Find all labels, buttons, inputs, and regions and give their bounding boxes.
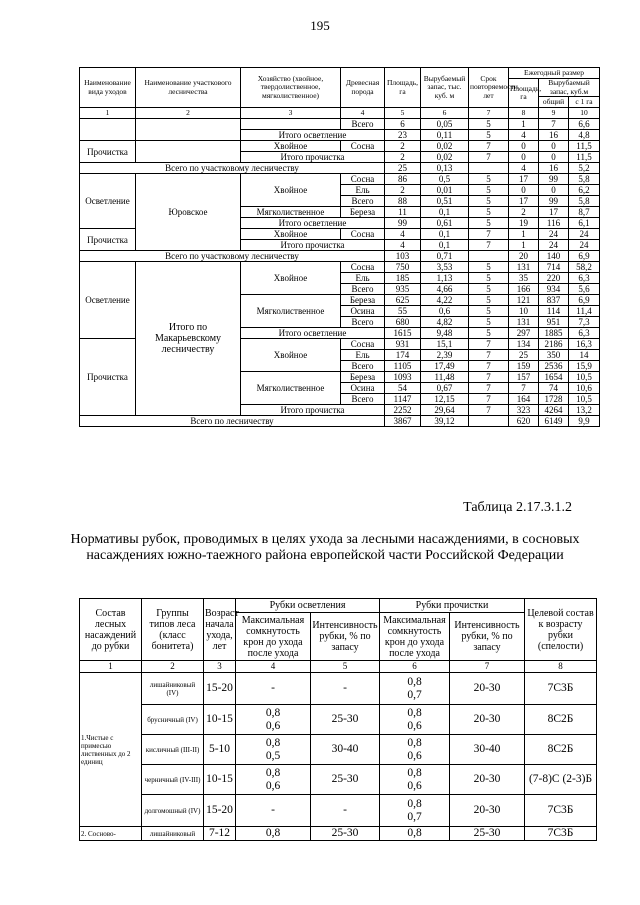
- data-cell: 13,2: [569, 405, 600, 416]
- data-cell: 16: [539, 130, 569, 141]
- data-cell: 3867: [385, 416, 421, 427]
- label-cell: Итого осветление: [241, 130, 385, 141]
- label-cell: Итого прочистка: [241, 152, 385, 163]
- data-cell: 24: [569, 229, 600, 240]
- data-cell: 159: [509, 361, 539, 372]
- col-number: 10: [569, 108, 600, 119]
- table-row: [80, 119, 600, 130]
- data-cell: 0,11: [421, 130, 469, 141]
- data-cell: 8,7: [569, 207, 600, 218]
- data-cell: 17: [539, 207, 569, 218]
- data-cell: 4: [509, 163, 539, 174]
- data-cell: 2: [385, 185, 421, 196]
- data-cell: 4: [509, 130, 539, 141]
- data-cell: 24: [569, 240, 600, 251]
- data-cell: 99: [385, 218, 421, 229]
- data-cell: 10,6: [569, 383, 600, 394]
- data-cell: 2186: [539, 339, 569, 350]
- header-cell: Ежегодный размер: [509, 68, 600, 79]
- col-number: 4: [341, 108, 385, 119]
- data-cell: 5: [469, 317, 509, 328]
- label-cell: Осина: [341, 306, 385, 317]
- data-cell: 0,71: [421, 251, 469, 262]
- label-cell: Осветление: [80, 262, 136, 339]
- data-cell: 4,22: [421, 295, 469, 306]
- data-cell: 7: [469, 229, 509, 240]
- label-cell: Всего: [341, 361, 385, 372]
- data-cell: 6,3: [569, 328, 600, 339]
- data-cell: 0: [539, 152, 569, 163]
- forest-type: брусничный (IV): [142, 705, 204, 735]
- table-row: [80, 141, 600, 152]
- data-cell: 11: [385, 207, 421, 218]
- data-cell: 4,66: [421, 284, 469, 295]
- header-cell: Наименование вида уходов: [80, 68, 136, 108]
- header-cell: общий: [539, 97, 569, 108]
- label-cell: Осина: [341, 383, 385, 394]
- data-cell: 25: [509, 350, 539, 361]
- data-cell: 24: [539, 240, 569, 251]
- table-title: Нормативы рубок, проводимых в целях ухода за лесными насаждениями, в сосновых насаждениях южно-таежного района европейской части Российской Федерации: [70, 532, 580, 563]
- data-cell: 0,51: [421, 196, 469, 207]
- header-cell: Интенсивность рубки, % по запасу: [311, 613, 380, 661]
- label-cell: Ель: [341, 273, 385, 284]
- data-cell: 5: [469, 306, 509, 317]
- label-cell: Всего по участковому лесничеству: [80, 163, 385, 174]
- header-cell: Группы типов леса (класс бонитета): [142, 599, 204, 661]
- data-cell: 103: [385, 251, 421, 262]
- label-cell: Всего по участковому лесничеству: [80, 251, 385, 262]
- col-number: 3: [204, 661, 236, 673]
- label-cell: Береза: [341, 295, 385, 306]
- header-cell: Рубки осветления: [236, 599, 380, 613]
- data-cell: 2: [385, 141, 421, 152]
- label-cell: Хвойное: [241, 262, 341, 295]
- data-cell: 3,53: [421, 262, 469, 273]
- header-cell: Хозяйство (хвойное, твердолиственное, мягколиственное): [241, 68, 341, 108]
- col-number: 6: [380, 661, 450, 673]
- header-cell: Максимальная сомкнутость крон до ухода после ухода: [380, 613, 450, 661]
- data-cell: 0: [539, 141, 569, 152]
- data-cell: 17,49: [421, 361, 469, 372]
- data-cell: 2536: [539, 361, 569, 372]
- forest-type: черничный (IV-III): [142, 765, 204, 795]
- data-cell: 134: [509, 339, 539, 350]
- data-cell: 7,3: [569, 317, 600, 328]
- data-cell: 0,1: [421, 240, 469, 251]
- label-cell: Всего: [341, 317, 385, 328]
- data-cell: 0: [539, 185, 569, 196]
- data-cell: 17: [509, 196, 539, 207]
- data-cell: 4,82: [421, 317, 469, 328]
- data-cell: 116: [539, 218, 569, 229]
- label-cell: Сосна: [341, 229, 385, 240]
- label-cell: Итого осветление: [241, 328, 385, 339]
- data-cell: 166: [509, 284, 539, 295]
- col-number: 5: [311, 661, 380, 673]
- forest-type: лишайниковый: [142, 827, 204, 841]
- data-cell: 174: [385, 350, 421, 361]
- group-label: 2. Сосново-: [80, 827, 142, 841]
- label-cell: Юровское: [136, 174, 241, 251]
- col-number: 9: [539, 108, 569, 119]
- data-cell: 99: [539, 174, 569, 185]
- data-cell: 7: [509, 383, 539, 394]
- data-cell: 6149: [539, 416, 569, 427]
- data-cell: 0,1: [421, 229, 469, 240]
- table-row: [80, 174, 600, 185]
- data-cell: 15,1: [421, 339, 469, 350]
- table-thinning-summary: [79, 67, 600, 427]
- table-row: [80, 163, 600, 174]
- label-cell: Мягколиственное: [241, 295, 341, 328]
- label-cell: Ель: [341, 350, 385, 361]
- data-cell: 625: [385, 295, 421, 306]
- data-cell: 6,3: [569, 273, 600, 284]
- data-cell: 0,05: [421, 119, 469, 130]
- data-cell: 157: [509, 372, 539, 383]
- data-cell: 39,12: [421, 416, 469, 427]
- data-cell: 5,6: [569, 284, 600, 295]
- data-cell: 1654: [539, 372, 569, 383]
- data-cell: 6,9: [569, 251, 600, 262]
- data-cell: 1105: [385, 361, 421, 372]
- header-cell: Возраст начала ухода, лет: [204, 599, 236, 661]
- data-cell: 185: [385, 273, 421, 284]
- header-cell: Наименование участкового лесничества: [136, 68, 241, 108]
- data-cell: 951: [539, 317, 569, 328]
- table-row: 1.Чистые с примесью лиственных до 2 единиц лишайниковый (IV) 15-20 - - 0,8 0,7 20-30 7С3Б: [80, 673, 597, 705]
- data-cell: 5: [469, 262, 509, 273]
- label-cell: Всего по лесничеству: [80, 416, 385, 427]
- data-cell: 1615: [385, 328, 421, 339]
- data-cell: 10: [509, 306, 539, 317]
- data-cell: 7: [469, 152, 509, 163]
- table-row: [80, 416, 600, 427]
- data-cell: 2: [509, 207, 539, 218]
- label-cell: Хвойное: [241, 339, 341, 372]
- data-cell: [469, 416, 509, 427]
- data-cell: 6,9: [569, 295, 600, 306]
- data-cell: 5: [469, 196, 509, 207]
- data-cell: 7: [539, 119, 569, 130]
- data-cell: 7: [469, 372, 509, 383]
- table-row: [80, 262, 600, 273]
- data-cell: 220: [539, 273, 569, 284]
- table-row: черничный (IV-III) 10-15 0,8 0,6 25-30 0,8 0,6 20-30 (7-8)С (2-3)Б: [80, 765, 597, 795]
- data-cell: 5: [469, 130, 509, 141]
- data-cell: 58,2: [569, 262, 600, 273]
- data-cell: 10,5: [569, 394, 600, 405]
- data-cell: 0: [509, 141, 539, 152]
- header-cell: Максимальная сомкнутость крон до ухода после ухода: [236, 613, 311, 661]
- header-cell: Древесная порода: [341, 68, 385, 108]
- data-cell: 1728: [539, 394, 569, 405]
- label-cell: Сосна: [341, 174, 385, 185]
- data-cell: 1: [509, 240, 539, 251]
- data-cell: 2252: [385, 405, 421, 416]
- data-cell: 620: [509, 416, 539, 427]
- label-cell: Прочистка: [80, 229, 136, 251]
- data-cell: 86: [385, 174, 421, 185]
- label-cell: Всего: [341, 196, 385, 207]
- label-cell: Хвойное: [241, 229, 341, 240]
- table-care-norms: [79, 598, 597, 841]
- data-cell: 114: [539, 306, 569, 317]
- data-cell: 7: [469, 405, 509, 416]
- data-cell: 15,9: [569, 361, 600, 372]
- data-cell: 0,61: [421, 218, 469, 229]
- data-cell: 7: [469, 141, 509, 152]
- data-cell: 10,5: [569, 372, 600, 383]
- data-cell: 11,48: [421, 372, 469, 383]
- data-cell: 6: [385, 119, 421, 130]
- data-cell: 323: [509, 405, 539, 416]
- data-cell: 7: [469, 394, 509, 405]
- data-cell: 35: [509, 273, 539, 284]
- data-cell: 4: [385, 229, 421, 240]
- label-cell: Прочистка: [80, 141, 136, 163]
- data-cell: 1: [509, 229, 539, 240]
- col-number: 8: [509, 108, 539, 119]
- data-cell: 6,6: [569, 119, 600, 130]
- table-row: 2. Сосново- лишайниковый 7-12 0,8 25-30 0,8 25-30 7С3Б: [80, 827, 597, 841]
- data-cell: 11,5: [569, 141, 600, 152]
- label-cell: Итого прочистка: [241, 405, 385, 416]
- header-cell: Срок повторяемости лет: [469, 68, 509, 108]
- data-cell: 7: [469, 361, 509, 372]
- data-cell: 16,3: [569, 339, 600, 350]
- data-cell: 4,8: [569, 130, 600, 141]
- data-cell: 5: [469, 119, 509, 130]
- label-cell: Береза: [341, 207, 385, 218]
- data-cell: 297: [509, 328, 539, 339]
- data-cell: 4: [385, 240, 421, 251]
- data-cell: 6,1: [569, 218, 600, 229]
- data-cell: 12,15: [421, 394, 469, 405]
- data-cell: 9,48: [421, 328, 469, 339]
- label-cell: Итого осветление: [241, 218, 385, 229]
- data-cell: 140: [539, 251, 569, 262]
- label-cell: Итого по Макарьевскому лесничеству: [136, 262, 241, 416]
- data-cell: 1093: [385, 372, 421, 383]
- data-cell: 0: [509, 152, 539, 163]
- data-cell: 934: [539, 284, 569, 295]
- col-number: 7: [450, 661, 525, 673]
- data-cell: 11,4: [569, 306, 600, 317]
- data-cell: 0,5: [421, 174, 469, 185]
- header-cell: Вырубаемый запас, куб.м: [539, 79, 600, 97]
- forest-type: долгомошный (IV): [142, 795, 204, 827]
- data-cell: 714: [539, 262, 569, 273]
- data-cell: 16: [539, 163, 569, 174]
- label-cell: Осветление: [80, 174, 136, 229]
- header-cell: Целевой состав к возрасту рубки (спелости): [525, 599, 597, 661]
- data-cell: 350: [539, 350, 569, 361]
- data-cell: 5: [469, 284, 509, 295]
- data-cell: 164: [509, 394, 539, 405]
- data-cell: 17: [509, 174, 539, 185]
- label-cell: Мягколиственное: [241, 207, 341, 218]
- header-cell: Вырубаемый запас, тыс. куб. м: [421, 68, 469, 108]
- data-cell: 5: [469, 207, 509, 218]
- col-number: 2: [142, 661, 204, 673]
- label-cell: Хвойное: [241, 141, 341, 152]
- page-number: 195: [310, 18, 330, 33]
- data-cell: 4264: [539, 405, 569, 416]
- data-cell: 88: [385, 196, 421, 207]
- label-cell: Прочистка: [80, 339, 136, 416]
- data-cell: 55: [385, 306, 421, 317]
- data-cell: 5: [469, 295, 509, 306]
- data-cell: 11,5: [569, 152, 600, 163]
- data-cell: 680: [385, 317, 421, 328]
- data-cell: 6,2: [569, 185, 600, 196]
- data-cell: 9,9: [569, 416, 600, 427]
- header-cell: Рубки прочистки: [380, 599, 525, 613]
- label-cell: Береза: [341, 372, 385, 383]
- data-cell: 5,2: [569, 163, 600, 174]
- forest-type: лишайниковый (IV): [142, 673, 204, 705]
- table-caption: Таблица 2.17.3.1.2: [463, 500, 572, 515]
- label-cell: Мягколиственное: [241, 372, 341, 405]
- data-cell: 74: [539, 383, 569, 394]
- data-cell: 2: [385, 152, 421, 163]
- data-cell: 131: [509, 317, 539, 328]
- col-number: 1: [80, 661, 142, 673]
- data-cell: 14: [569, 350, 600, 361]
- data-cell: 7: [469, 383, 509, 394]
- header-cell: с 1 га: [569, 97, 600, 108]
- data-cell: 5: [469, 218, 509, 229]
- data-cell: [469, 163, 509, 174]
- data-cell: 5: [469, 185, 509, 196]
- label-cell: Всего: [341, 119, 385, 130]
- data-cell: 935: [385, 284, 421, 295]
- data-cell: 29,64: [421, 405, 469, 416]
- data-cell: 0,02: [421, 152, 469, 163]
- data-cell: 7: [469, 240, 509, 251]
- col-number: 8: [525, 661, 597, 673]
- data-cell: 99: [539, 196, 569, 207]
- data-cell: 5,8: [569, 196, 600, 207]
- data-cell: 5: [469, 273, 509, 284]
- data-cell: 20: [509, 251, 539, 262]
- data-cell: [469, 251, 509, 262]
- forest-type: кисличный (III-II): [142, 735, 204, 765]
- header-cell: Состав лесных насаждений до рубки: [80, 599, 142, 661]
- data-cell: 0: [509, 185, 539, 196]
- data-cell: 750: [385, 262, 421, 273]
- label-cell: Сосна: [341, 141, 385, 152]
- group-label: 1.Чистые с примесью лиственных до 2 единиц: [80, 673, 142, 827]
- table-row: кисличный (III-II) 5-10 0,8 0,5 30-40 0,8 0,6 30-40 8С2Б: [80, 735, 597, 765]
- header-cell: Интенсивность рубки, % по запасу: [450, 613, 525, 661]
- table-row: долгомошный (IV) 15-20 - - 0,8 0,7 20-30 7С3Б: [80, 795, 597, 827]
- col-number: 7: [469, 108, 509, 119]
- data-cell: 837: [539, 295, 569, 306]
- data-cell: 1147: [385, 394, 421, 405]
- data-cell: 1885: [539, 328, 569, 339]
- data-cell: 19: [509, 218, 539, 229]
- col-number: 6: [421, 108, 469, 119]
- label-cell: Всего: [341, 284, 385, 295]
- data-cell: 131: [509, 262, 539, 273]
- data-cell: 0,1: [421, 207, 469, 218]
- data-cell: 25: [385, 163, 421, 174]
- col-number: 5: [385, 108, 421, 119]
- data-cell: 5: [469, 328, 509, 339]
- data-cell: 121: [509, 295, 539, 306]
- data-cell: 1,13: [421, 273, 469, 284]
- label-cell: Сосна: [341, 262, 385, 273]
- col-number: 1: [80, 108, 136, 119]
- data-cell: 5: [469, 174, 509, 185]
- data-cell: 1: [509, 119, 539, 130]
- data-cell: 0,02: [421, 141, 469, 152]
- data-cell: 5,8: [569, 174, 600, 185]
- col-number: 4: [236, 661, 311, 673]
- data-cell: 0,6: [421, 306, 469, 317]
- data-cell: 23: [385, 130, 421, 141]
- col-number: 3: [241, 108, 341, 119]
- col-number: 2: [136, 108, 241, 119]
- data-cell: 7: [469, 339, 509, 350]
- label-cell: Итого прочистка: [241, 240, 385, 251]
- data-cell: 54: [385, 383, 421, 394]
- data-cell: 2,39: [421, 350, 469, 361]
- data-cell: 7: [469, 350, 509, 361]
- data-cell: 24: [539, 229, 569, 240]
- header-cell: Площадь, га: [385, 68, 421, 108]
- data-cell: 0,67: [421, 383, 469, 394]
- data-cell: 931: [385, 339, 421, 350]
- label-cell: Всего: [341, 394, 385, 405]
- label-cell: Хвойное: [241, 174, 341, 207]
- header-cell: Площадь, га: [509, 79, 539, 108]
- data-cell: 0,01: [421, 185, 469, 196]
- data-cell: 0,13: [421, 163, 469, 174]
- label-cell: Ель: [341, 185, 385, 196]
- table-row: [80, 251, 600, 262]
- table-row: брусничный (IV) 10-15 0,8 0,6 25-30 0,8 0,6 20-30 8С2Б: [80, 705, 597, 735]
- label-cell: Сосна: [341, 339, 385, 350]
